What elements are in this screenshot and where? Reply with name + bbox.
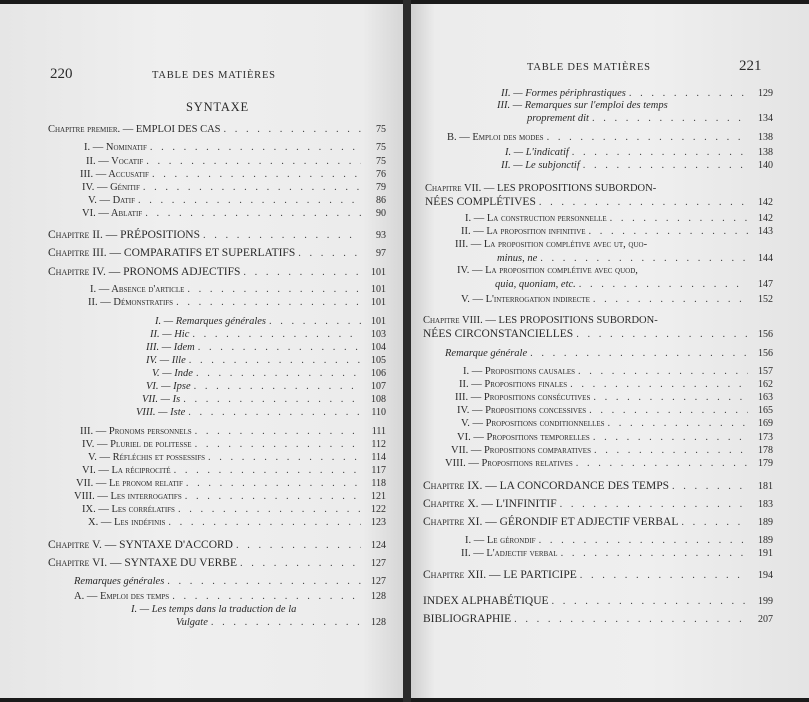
toc-entry: quia, quoniam, etc. . . . 147 — [495, 277, 773, 292]
toc-entry: Chapitre IX. — LA CONCORDANCE DES TEMPS . . . 181 — [423, 479, 773, 494]
page-number: 221 — [739, 58, 762, 74]
toc-entry: I. — Le gérondif . . . 189 — [465, 533, 773, 548]
toc-entry: Chapitre premier. — EMPLOI DES CAS . . . 75 — [48, 122, 386, 137]
toc-entry: II. — Hic . . . 103 — [150, 327, 386, 342]
toc-entry: VIII. — Les interrogatifs . . . 121 — [74, 489, 386, 504]
toc-entry: VIII. — Iste . . . 110 — [136, 405, 386, 420]
toc-entry: NÉES COMPLÉTIVES . . . 142 — [425, 195, 773, 210]
toc-entry: Chapitre II. — PRÉPOSITIONS . . . 93 — [48, 228, 386, 243]
toc-entry: I. — Remarques générales . . . 101 — [155, 314, 386, 329]
toc-entry: VII. — Propositions comparatives . . . 178 — [451, 443, 773, 458]
book-gutter — [403, 0, 411, 702]
toc-entry: IV. — Génitif . . . 79 — [82, 180, 386, 195]
toc-entry: I. — L'indicatif . . . 138 — [505, 145, 773, 160]
toc-entry-line1: III. — Remarques sur l'emploi des temps — [497, 100, 668, 111]
toc-entry: Chapitre XII. — LE PARTICIPE . . . 194 — [423, 568, 773, 583]
toc-entry: B. — Emploi des modes . . . 138 — [447, 130, 773, 145]
toc-entry: II. — La proposition infinitive . . . 143 — [461, 224, 773, 239]
toc-entry: II. — Vocatif . . . 75 — [86, 154, 386, 169]
toc-entry: III. — Propositions consécutives . . . 163 — [455, 390, 773, 405]
toc-entry: I. — Propositions causales . . . 157 — [463, 364, 773, 379]
toc-entry-line1: III. — La proposition complétive avec ut, quo- — [455, 239, 648, 250]
toc-entry: BIBLIOGRAPHIE . . . 207 — [423, 612, 773, 627]
toc-entry: II. — L'adjectif verbal . . . 191 — [461, 546, 773, 561]
toc-entry: X. — Les indéfinis . . . 123 — [88, 515, 386, 530]
running-head: TABLE DES MATIÈRES — [152, 70, 276, 81]
toc-entry: Chapitre IV. — PRONOMS ADJECTIFS . . . 101 — [48, 265, 386, 280]
toc-entry: A. — Emploi des temps . . . 128 — [74, 589, 386, 604]
toc-entry: Vulgate . . . 128 — [176, 615, 386, 630]
toc-entry: III. — Idem . . . 104 — [146, 340, 386, 355]
toc-entry: Remarques générales . . . 127 — [74, 574, 386, 589]
toc-entry: IV. — Ille . . . 105 — [146, 353, 386, 368]
toc-entry: Chapitre XI. — GÉRONDIF ET ADJECTIF VERBAL . . . 189 — [423, 515, 773, 530]
toc-entry: V. — Propositions conditionnelles . . . 169 — [461, 416, 773, 431]
toc-entry: INDEX ALPHABÉTIQUE . . . 199 — [423, 594, 773, 609]
toc-entry: V. — Réfléchis et possessifs . . . 114 — [88, 450, 386, 465]
toc-entry-line1: IV. — La proposition complétive avec quod, — [457, 265, 638, 276]
toc-entry: I. — Absence d'article . . . 101 — [90, 282, 386, 297]
toc-entry: Chapitre V. — SYNTAXE D'ACCORD . . . 124 — [48, 538, 386, 553]
toc-entry: II. — Formes périphrastiques . . . 129 — [501, 86, 773, 101]
toc-entry: VIII. — Propositions relatives . . . 179 — [445, 456, 773, 471]
toc-entry: V. — Datif . . . 86 — [88, 193, 386, 208]
page-number: 220 — [50, 66, 73, 82]
toc-entry: VI. — La réciprocité . . . 117 — [82, 463, 386, 478]
toc-entry: II. — Le subjonctif . . . 140 — [501, 158, 773, 173]
toc-entry: III. — Pronoms personnels . . . 111 — [80, 424, 386, 439]
toc-entry: I. — La construction personnelle . . . 142 — [465, 211, 773, 226]
toc-entry: II. — Propositions finales . . . 162 — [459, 377, 773, 392]
toc-entry: Chapitre VI. — SYNTAXE DU VERBE . . . 127 — [48, 556, 386, 571]
toc-entry: NÉES CIRCONSTANCIELLES . . . 156 — [423, 327, 773, 342]
toc-entry: VII. — Le pronom relatif . . . 118 — [76, 476, 386, 491]
toc-entry: V. — Inde . . . 106 — [152, 366, 386, 381]
toc-entry: Remarque générale . . . 156 — [445, 346, 773, 361]
toc-entry: proprement dit . . . 134 — [527, 111, 773, 126]
toc-entry: Chapitre III. — COMPARATIFS ET SUPERLATIFS . . . 97 — [48, 246, 386, 261]
toc-entry: VII. — Is . . . 108 — [142, 392, 386, 407]
toc-entry: minus, ne . . . 144 — [497, 251, 773, 266]
toc-entry: IV. — Propositions concessives . . . 165 — [457, 403, 773, 418]
toc-entry: IV. — Pluriel de politesse . . . 112 — [82, 437, 386, 452]
toc-entry: Chapitre X. — L'INFINITIF . . . 183 — [423, 497, 773, 512]
toc-entry: VI. — Propositions temporelles . . . 173 — [457, 430, 773, 445]
toc-entry: III. — Accusatif . . . 76 — [80, 167, 386, 182]
left-page — [0, 4, 403, 698]
toc-entry-line1: I. — Les temps dans la traduction de la — [131, 604, 297, 615]
toc-entry-line1: Chapitre VIII. — LES PROPOSITIONS SUBORDON- — [423, 315, 658, 326]
toc-entry: VI. — Ablatif . . . 90 — [82, 206, 386, 221]
right-page — [411, 4, 809, 698]
running-head: TABLE DES MATIÈRES — [527, 62, 651, 73]
toc-entry: V. — L'interrogation indirecte . . . 152 — [461, 292, 773, 307]
section-title: SYNTAXE — [186, 100, 249, 114]
toc-entry: VI. — Ipse . . . 107 — [146, 379, 386, 394]
toc-entry: I. — Nominatif . . . 75 — [84, 140, 386, 155]
toc-entry: IX. — Les corrélatifs . . . 122 — [82, 502, 386, 517]
toc-entry-line1: Chapitre VII. — LES PROPOSITIONS SUBORDON- — [425, 183, 657, 194]
toc-entry: II. — Démonstratifs . . . 101 — [88, 295, 386, 310]
